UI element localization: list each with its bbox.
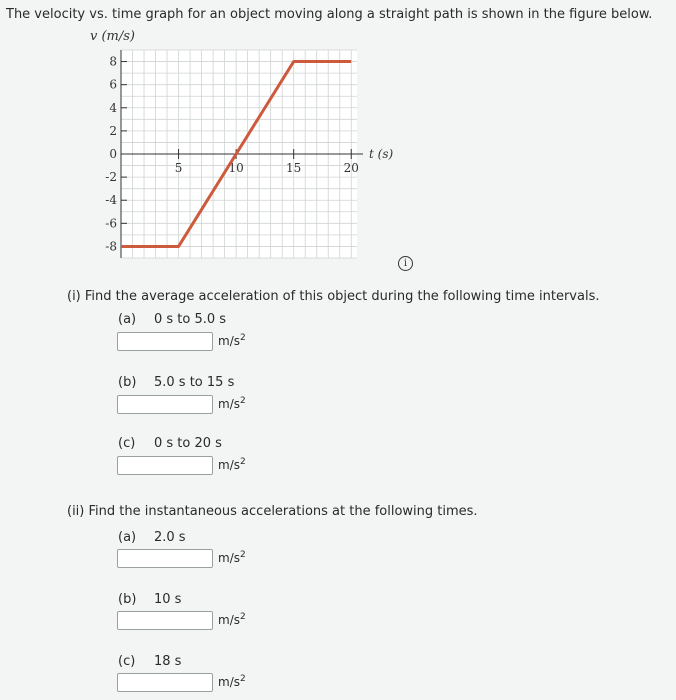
y-axis-label: v (m/s): [90, 29, 135, 44]
unit-label: [218, 612, 246, 627]
part2-question-c: [118, 654, 181, 669]
unit-label: [218, 333, 246, 348]
answer-input-part1-c[interactable]: [117, 456, 213, 475]
part1-question-a: [118, 312, 226, 327]
unit-label: [218, 550, 246, 565]
unit-base: m/s: [218, 397, 240, 411]
answer-input-part2-c[interactable]: [117, 673, 213, 692]
answer-input-part1-a[interactable]: [117, 332, 213, 351]
unit-label: [218, 457, 246, 472]
unit-base: m/s: [218, 458, 240, 472]
x-tick-label: 15: [286, 161, 302, 175]
question-interval: 0 s to 5.0 s: [154, 312, 227, 327]
part1-heading: (i) Find the average acceleration of this object during the following time intervals.: [67, 289, 600, 304]
unit-base: m/s: [218, 675, 240, 689]
question-letter: (b): [118, 375, 137, 390]
unit-exponent: 2: [239, 333, 246, 343]
y-tick-label: 2: [109, 123, 117, 138]
question-letter: (c): [118, 436, 136, 451]
y-tick-label: 6: [109, 77, 117, 92]
part1-question-c: [118, 436, 222, 451]
unit-label: [218, 674, 246, 689]
unit-exponent: 2: [239, 457, 246, 467]
x-tick-label: 20: [343, 161, 359, 175]
unit-exponent: 2: [239, 550, 246, 560]
part2-heading: (ii) Find the instantaneous accelerations at the following times.: [67, 504, 478, 519]
unit-label: [218, 396, 246, 411]
unit-exponent: 2: [239, 396, 246, 406]
y-tick-label: -4: [105, 193, 117, 208]
question-time: 2.0 s: [154, 530, 186, 545]
answer-input-part2-b[interactable]: [117, 611, 213, 630]
answer-input-part2-a[interactable]: [117, 549, 213, 568]
y-tick-label: 8: [109, 54, 117, 69]
y-tick-label: 4: [109, 100, 117, 115]
velocity-time-graph: [0, 0, 676, 290]
part2-question-b: [118, 592, 181, 607]
y-tick-label: 0: [109, 147, 117, 161]
x-tick-label: 10: [228, 161, 244, 175]
question-time: 18 s: [154, 654, 182, 669]
answer-input-part1-b[interactable]: [117, 395, 213, 414]
question-letter: (a): [118, 530, 137, 545]
question-letter: (c): [118, 654, 136, 669]
y-tick-label: -8: [105, 239, 117, 254]
unit-exponent: 2: [239, 674, 246, 684]
info-icon[interactable]: i: [398, 256, 413, 271]
x-axis-label: t (s): [369, 147, 394, 161]
question-letter: (b): [118, 592, 137, 607]
unit-exponent: 2: [239, 612, 246, 622]
problem-statement: The velocity vs. time graph for an object moving along a straight path is shown in the figure below.: [6, 7, 653, 22]
x-tick-label: 5: [174, 161, 183, 175]
question-interval: 0 s to 20 s: [154, 436, 222, 451]
y-tick-label: -6: [105, 216, 117, 231]
part1-question-b: [118, 375, 234, 390]
unit-base: m/s: [218, 334, 240, 348]
part2-question-a: [118, 530, 186, 545]
unit-base: m/s: [218, 613, 240, 627]
unit-base: m/s: [218, 551, 240, 565]
question-interval: 5.0 s to 15 s: [154, 375, 235, 390]
question-letter: (a): [118, 312, 137, 327]
question-time: 10 s: [154, 592, 182, 607]
y-tick-label: -2: [105, 170, 117, 185]
